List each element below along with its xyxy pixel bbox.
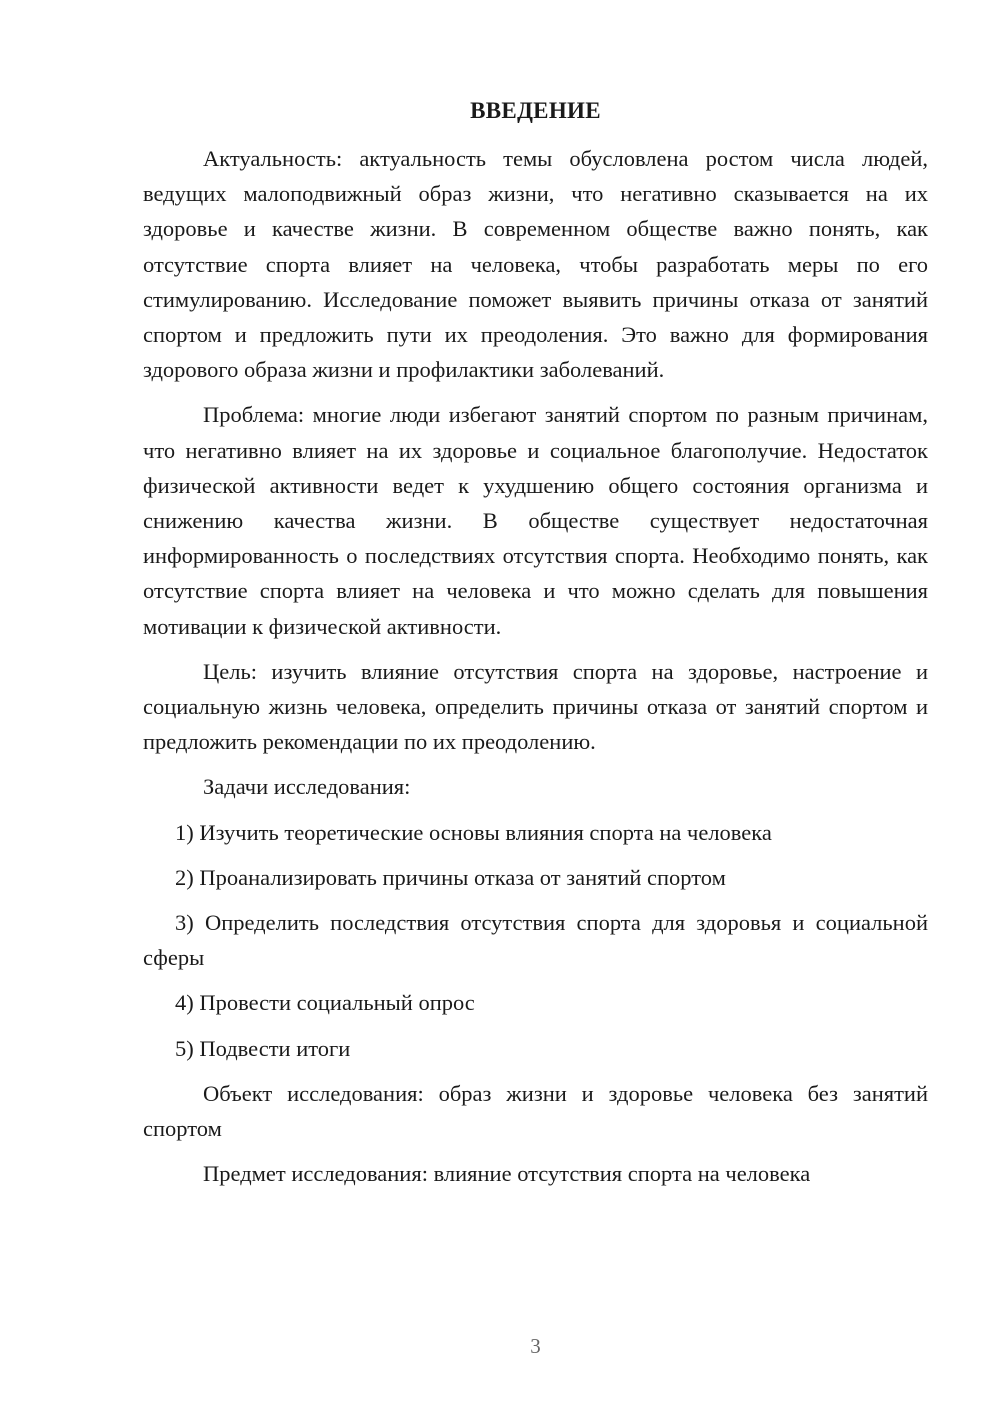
relevance-paragraph: Актуальность: актуальность темы обусловлена ростом числа людей, ведущих малоподвижный образ жизни, что негативно сказывается на их здоровье и качестве жизни. В современном обществе важно понять, как отсутствие спорта влияет на человека, чтобы разработать меры по его стимулированию. Исследование поможет выявить причины отказа от занятий спортом и предложить пути их преодоления. Это важно для формирования здорового образа жизни и профилактики заболеваний. [143, 146, 928, 383]
task-item-3: 3) Определить последствия отсутствия спорта для здоровья и социальной сферы [143, 910, 928, 971]
task-item-4: 4) Провести социальный опрос [175, 990, 475, 1016]
subject-paragraph: Предмет исследования: влияние отсутствия спорта на человека [203, 1161, 811, 1187]
page-number: 3 [530, 1334, 541, 1358]
task-item-5: 5) Подвести итоги [175, 1035, 351, 1061]
page-title: ВВЕДЕНИЕ [470, 98, 601, 123]
task-item-1: 1) Изучить теоретические основы влияния спорта на человека [175, 819, 772, 845]
document-page [143, 0, 928, 1414]
goal-paragraph: Цель: изучить влияние отсутствия спорта на здоровье, настроение и социальную жизнь человека, определить причины отказа от занятий спортом и предложить рекомендации по их преодолению. [143, 658, 928, 755]
problem-paragraph: Проблема: многие люди избегают занятий спортом по разным причинам, что негативно влияет на их здоровье и социальное благополучие. Недостаток физической активности ведет к ухудшению общего состояния организма и снижению качества жизни. В обществе существует недостаточная информированность о последствиях отсутствия спорта. Необходимо понять, как отсутствие спорта влияет на человека и что можно сделать для повышения мотивации к физической активности. [143, 402, 928, 639]
tasks-heading: Задачи исследования: [203, 774, 411, 800]
document-body [143, 141, 928, 1191]
task-item-2: 2) Проанализировать причины отказа от занятий спортом [175, 864, 726, 890]
object-paragraph: Объект исследования: образ жизни и здоровье человека без занятий спортом [143, 1080, 928, 1142]
